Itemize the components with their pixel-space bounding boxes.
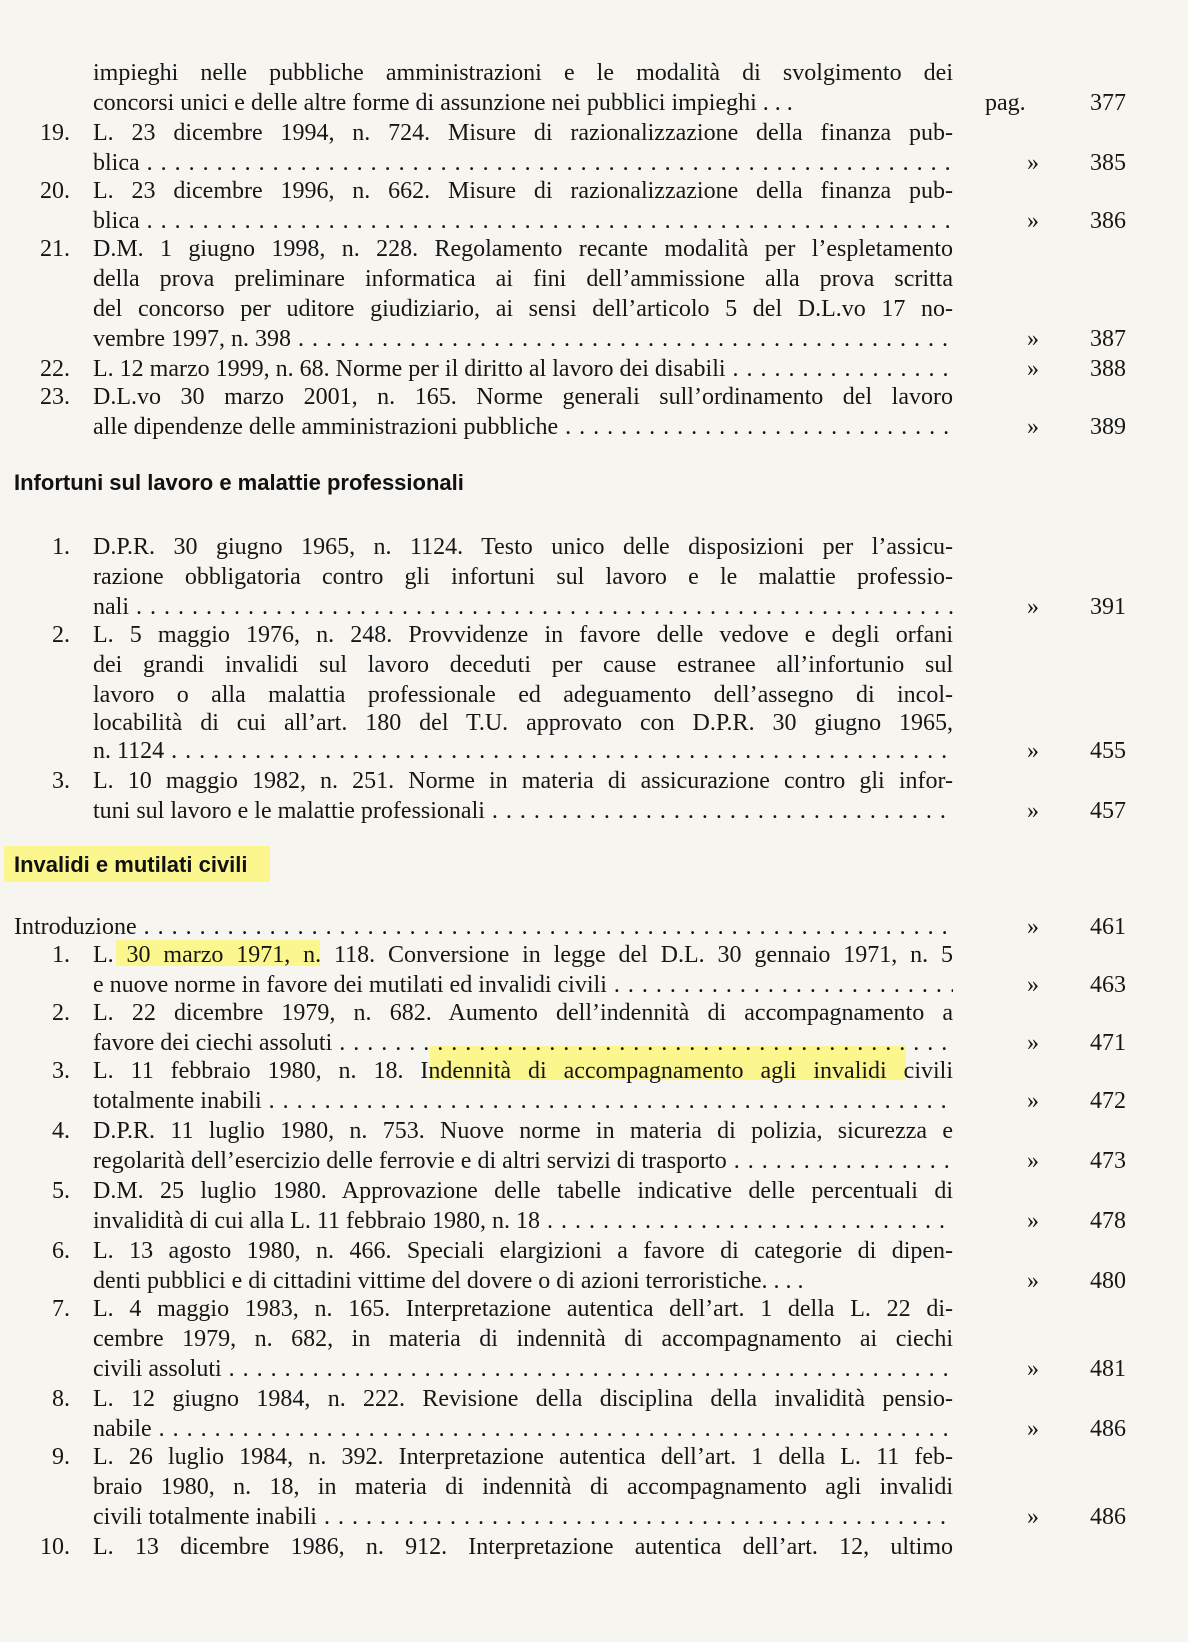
ditto-mark: » [1027,326,1039,352]
entry-text-line: regolarità dell’esercizio delle ferrovie e di altri servizi di trasporto . . . [93,1146,953,1176]
ditto-mark: » [1027,1356,1039,1382]
entry-text-line: tuni sul lavoro e le malattie professionali . . . [93,796,953,826]
entry-text-line: D.P.R. 11 luglio 1980, n. 753. Nuove norme in materia di polizia, sicurezza e [93,1118,953,1144]
entry-text-line: L. 30 marzo 1971, n. 118. Conversione in legge del D.L. 30 gennaio 1971, n. 5 [93,942,953,968]
entry-text-line: cembre 1979, n. 682, in materia di indennità di accompagnamento ai ciechi [93,1326,953,1352]
entry-text-line: Introduzione . . . [14,912,950,942]
page-number: 480 [1090,1268,1126,1294]
entry-text-line: L. 11 febbraio 1980, n. 18. Indennità di accompagnamento agli invalidi civili [93,1058,953,1084]
entry-number: 3. [52,768,70,794]
page-number: 463 [1090,972,1126,998]
entry-text-line: impieghi nelle pubbliche amministrazioni e le modalità di svolgimento dei [93,60,953,86]
entry-text-line: L. 23 dicembre 1994, n. 724. Misure di razionalizzazione della finanza pub- [93,120,953,146]
entry-text-line: della prova preliminare informatica ai fini dell’ammissione alla prova scritta [93,266,953,292]
entry-text-line: L. 12 giugno 1984, n. 222. Revisione della disciplina della invalidità pensio- [93,1386,953,1412]
page-label: pag. [985,90,1026,116]
entry-text-line: L. 26 luglio 1984, n. 392. Interpretazione autentica dell’art. 1 della L. 11 feb- [93,1444,953,1470]
entry-number: 20. [40,178,70,204]
page-number: 385 [1090,150,1126,176]
entry-text-line: L. 10 maggio 1982, n. 251. Norme in materia di assicurazione contro gli infor- [93,768,953,794]
entry-number: 9. [52,1444,70,1470]
entry-number: 7. [52,1296,70,1322]
page-number: 473 [1090,1148,1126,1174]
page-number: 471 [1090,1030,1126,1056]
entry-text-line: e nuove norme in favore dei mutilati ed invalidi civili . . . [93,970,953,1000]
ditto-mark: » [1027,356,1039,382]
entry-text-line: invalidità di cui alla L. 11 febbraio 1980, n. 18 . . . [93,1206,953,1236]
entry-number: 8. [52,1386,70,1412]
entry-number: 10. [40,1534,70,1560]
page-number: 478 [1090,1208,1126,1234]
ditto-mark: » [1027,1416,1039,1442]
page-number: 472 [1090,1088,1126,1114]
entry-text-line: favore dei ciechi assoluti . . . [93,1028,953,1058]
ditto-mark: » [1027,594,1039,620]
entry-text-line: L. 12 marzo 1999, n. 68. Norme per il diritto al lavoro dei disabili . . . [93,354,953,384]
entry-text-line: dei grandi invalidi sul lavoro deceduti per cause estranee all’infortunio sul [93,652,953,678]
entry-text-line: blica . . . [93,206,953,236]
page-number: 457 [1090,798,1126,824]
ditto-mark: » [1027,150,1039,176]
ditto-mark: » [1027,738,1039,764]
page-number: 377 [1090,90,1126,116]
entry-text-line: braio 1980, n. 18, in materia di indennità di accompagnamento agli invalidi [93,1474,953,1500]
page-number: 391 [1090,594,1126,620]
entry-text-line: del concorso per uditore giudiziario, ai sensi dell’articolo 5 del D.L.vo 17 no- [93,296,953,322]
entry-text-line: L. 13 dicembre 1986, n. 912. Interpretazione autentica dell’art. 12, ultimo [93,1534,953,1560]
entry-number: 3. [52,1058,70,1084]
entry-text-line: L. 4 maggio 1983, n. 165. Interpretazione autentica dell’art. 1 della L. 22 di- [93,1296,953,1322]
entry-text-line: blica . . . [93,148,953,178]
entry-number: 4. [52,1118,70,1144]
ditto-mark: » [1027,1030,1039,1056]
section-heading-infortuni: Infortuni sul lavoro e malattie professionali [14,470,464,495]
ditto-mark: » [1027,1268,1039,1294]
entry-number: 1. [52,942,70,968]
entry-number: 6. [52,1238,70,1264]
entry-text-line: D.M. 25 luglio 1980. Approvazione delle tabelle indicative delle percentuali di [93,1178,953,1204]
entry-number: 23. [40,384,70,410]
entry-text-line: D.L.vo 30 marzo 2001, n. 165. Norme generali sull’ordinamento del lavoro [93,384,953,410]
page-number: 387 [1090,326,1126,352]
ditto-mark: » [1027,1088,1039,1114]
entry-text-line: totalmente inabili . . . [93,1086,953,1116]
entry-text-line: razione obbligatoria contro gli infortuni sul lavoro e le malattie professio- [93,564,953,590]
entry-number: 22. [40,356,70,382]
entry-text-line: L. 5 maggio 1976, n. 248. Provvidenze in favore delle vedove e degli orfani [93,622,953,648]
entry-text-line: n. 1124 . . . [93,736,953,766]
page-number: 389 [1090,414,1126,440]
page-number: 386 [1090,208,1126,234]
page-number: 388 [1090,356,1126,382]
ditto-mark: » [1027,1504,1039,1530]
entry-text-line: locabilità di cui all’art. 180 del T.U. approvato con D.P.R. 30 giugno 1965, [93,710,953,736]
entry-text-line: nabile . . . [93,1414,953,1444]
entry-number: 2. [52,1000,70,1026]
entry-text-line: concorsi unici e delle altre forme di assunzione nei pubblici impieghi . . . [93,90,793,116]
entry-text-line: L. 22 dicembre 1979, n. 682. Aumento dell’indennità di accompagnamento a [93,1000,953,1026]
page-number: 486 [1090,1504,1126,1530]
entry-text-line: lavoro o alla malattia professionale ed adeguamento dell’assegno di incol- [93,682,953,708]
entry-number: 19. [40,120,70,146]
entry-text-line: D.M. 1 giugno 1998, n. 228. Regolamento recante modalità per l’espletamento [93,236,953,262]
page-number: 486 [1090,1416,1126,1442]
entry-text-line: civili assoluti . . . [93,1354,953,1384]
entry-number: 21. [40,236,70,262]
entry-text-line: L. 13 agosto 1980, n. 466. Speciali elargizioni a favore di categorie di dipen- [93,1238,953,1264]
ditto-mark: » [1027,414,1039,440]
entry-text-line: nali . . . [93,592,953,622]
entry-text-line: D.P.R. 30 giugno 1965, n. 1124. Testo unico delle disposizioni per l’assicu- [93,534,953,560]
ditto-mark: » [1027,972,1039,998]
entry-text-line: vembre 1997, n. 398 . . . [93,324,953,354]
entry-number: 1. [52,534,70,560]
entry-number: 5. [52,1178,70,1204]
entry-text-line: civili totalmente inabili . . . [93,1502,953,1532]
ditto-mark: » [1027,208,1039,234]
page-number: 481 [1090,1356,1126,1382]
ditto-mark: » [1027,914,1039,940]
page-number: 455 [1090,738,1126,764]
entry-text-line: L. 23 dicembre 1996, n. 662. Misure di razionalizzazione della finanza pub- [93,178,953,204]
page-number: 461 [1090,914,1126,940]
entry-number: 2. [52,622,70,648]
section-heading-invalidi: Invalidi e mutilati civili [14,852,248,877]
ditto-mark: » [1027,1208,1039,1234]
ditto-mark: » [1027,1148,1039,1174]
entry-text-line: alle dipendenze delle amministrazioni pubbliche . . . [93,412,953,442]
entry-text-line: denti pubblici e di cittadini vittime del dovere o di azioni terroristiche. . . . [93,1268,804,1294]
ditto-mark: » [1027,798,1039,824]
